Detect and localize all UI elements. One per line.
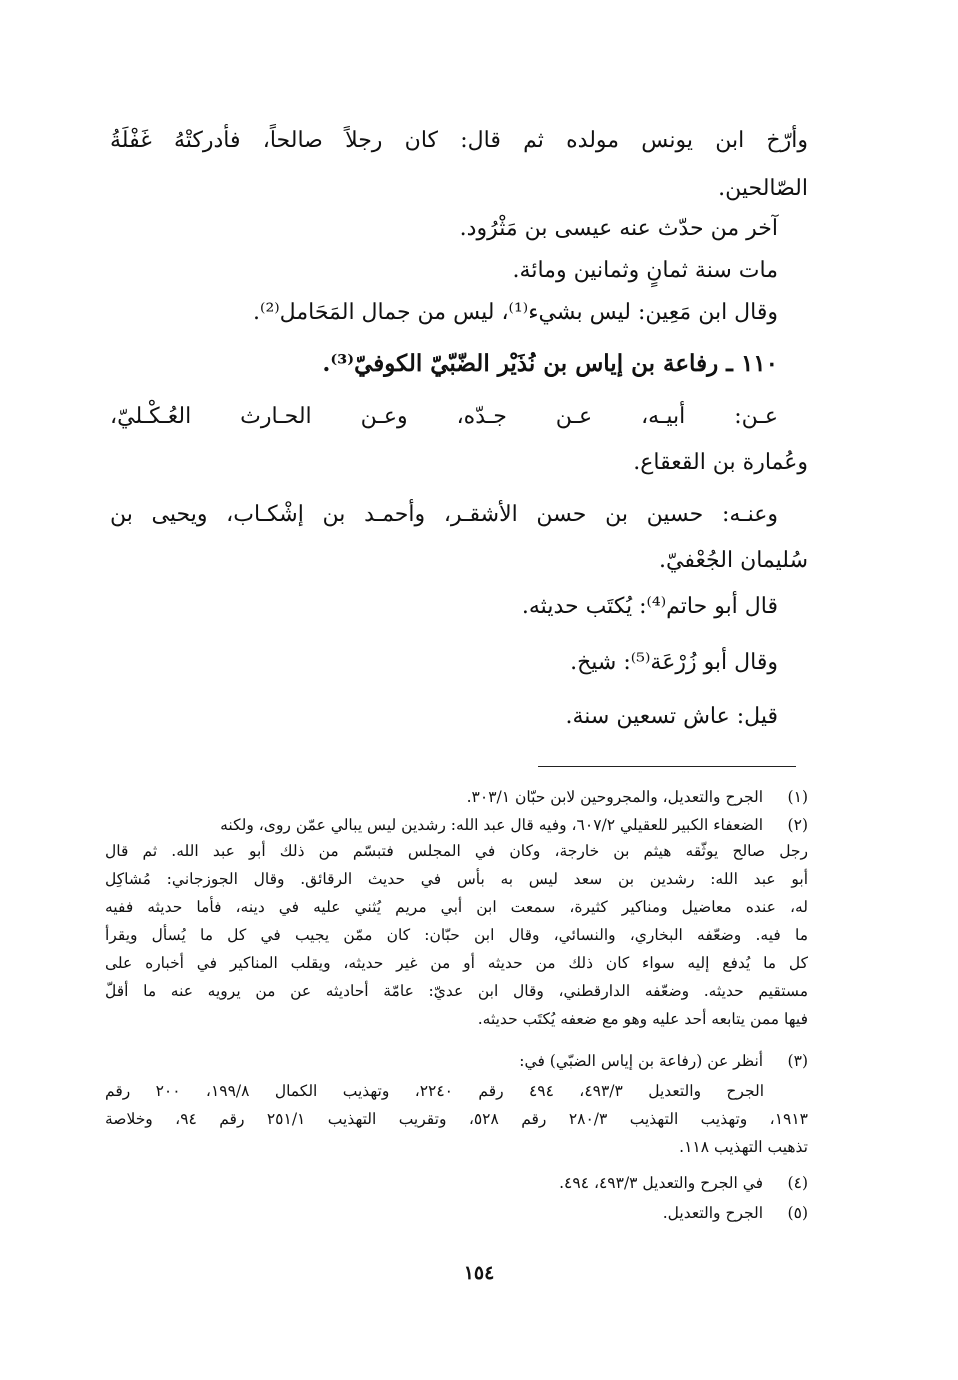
footnote-number: (٣) bbox=[787, 1052, 808, 1070]
quote-line: قال أبو حاتم⁽⁴⁾: يُكتَب حديثه. bbox=[521, 594, 778, 619]
footnote-divider bbox=[538, 766, 796, 767]
footnote-text: تذهيب التهذيب ١١٨. bbox=[679, 1138, 808, 1156]
quote-line: قيل: عاش تسعين سنة. bbox=[565, 704, 778, 729]
footnote-text: أبو عبد الله: رشدين بن سعد ليس به بأس في حديث الرقائق. وقال الجوزجاني: مُشاكِل bbox=[105, 870, 808, 888]
footnote-2 bbox=[220, 816, 808, 834]
footnote-text: له، عنده معاضيل ومناكير كثيرة، سمعت ابن أبي مريم يُثني عليه في دينه، فأما حديثه ففيه bbox=[105, 898, 808, 916]
footnote-text: ما فيه. وضعّفه البخاري، والنسائي، وقال ابن حبّان: كان ممّن يجيب في كل ما يُسأل ويقرأ bbox=[105, 926, 808, 944]
paragraph-line: وعنـه: حسين بن حسن الأشقـر، وأحمـد بن إشْكـاب، ويحيى بن bbox=[110, 502, 778, 527]
page-number: ١٥٤ bbox=[463, 1262, 495, 1284]
footnote-number: (٥) bbox=[787, 1204, 808, 1222]
footnote-text: الجرح والتعديل. bbox=[662, 1204, 764, 1222]
paragraph-line: وأرّخ ابن يونس مولده ثم قال: كان رجلاً صالحاً، فأدركتْهُ غَفْلَةُ bbox=[110, 128, 808, 153]
paragraph-line: مات سنة ثمانٍ وثمانين ومائة. bbox=[512, 258, 778, 283]
footnote-text: الجرح والتعديل، والمجروحين لابن حبّان ٣٠٣/١. bbox=[466, 788, 764, 806]
paragraph-line: عـن: أبيـه، عـن جـدّه، وعـن الحـارث العُـكْـليّ، bbox=[110, 404, 778, 429]
footnote-text: الجرح والتعديل ٤٩٣/٣، ٤٩٤ رقم ٢٢٤٠، وتهذيب الكمال ١٩٩/٨، ٢٠٠ رقم bbox=[105, 1082, 765, 1100]
entry-heading: ١١٠ ـ رفاعة بن إياس بن نُذَيْر الضّبّيّ الكوفيّ⁽³⁾. bbox=[322, 350, 778, 377]
footnote-text: فيها ممن يتابعه أحد عليه وهو مع ضعفه يُكتَب حديثه. bbox=[477, 1010, 808, 1028]
paragraph-line: آخر من حدّث عنه عيسى بن مَثْرُود. bbox=[459, 216, 778, 241]
footnote-text: مستقيم حديثه. وضعّفه الدارقطني، وقال ابن عديّ: عامّة أحاديثه عن من يرويه عنه ما أقلّ bbox=[105, 982, 808, 1000]
footnote-text: ١٩١٣، وتهذيب التهذيب ٢٨٠/٣ رقم ٥٢٨، وتقريب التهذيب ٢٥١/١ رقم ٩٤، وخلاصة bbox=[105, 1110, 808, 1128]
footnote-number: (٢) bbox=[787, 816, 808, 834]
footnote-number: (١) bbox=[787, 788, 808, 806]
footnote-text: رجل صالح يوثّقه هيثم بن خارجة، وكان في المجلس فتبسّم من ذلك أبو عبد الله. ثم قال bbox=[105, 842, 808, 860]
footnote-3 bbox=[519, 1052, 808, 1070]
paragraph-line: سُليمان الجُعْفيّ. bbox=[658, 548, 808, 573]
footnote-text: في الجرح والتعديل ٤٩٣/٣، ٤٩٤. bbox=[559, 1174, 764, 1192]
footnote-text: أنظر عن (رفاعة بن إياس الضبّي) في: bbox=[519, 1052, 764, 1070]
quote-line: وقال أبو زُرْعَة⁽⁵⁾: شيخ. bbox=[570, 650, 778, 675]
paragraph-line: وعُمارة بن القعقاع. bbox=[633, 450, 808, 475]
footnote-text: الضعفاء الكبير للعقيلي ٦٠٧/٢، وفيه قال عبد الله: رشدين ليس يبالي عمّن روى، ولكنه bbox=[220, 816, 764, 834]
paragraph-line: الصّالحين. bbox=[718, 176, 808, 201]
footnote-5 bbox=[663, 1204, 808, 1222]
paragraph-line: وقال ابن مَعِين: ليس بشيء⁽¹⁾، ليس من جمال المَحَامل⁽²⁾. bbox=[253, 300, 778, 325]
footnote-1 bbox=[467, 788, 808, 806]
footnote-text: كل ما يُدفع إليه سواء كان ذلك من حديثه أو من غير حديثه، ويقلب المناكير في أخباره على bbox=[105, 954, 808, 972]
footnote-4 bbox=[559, 1174, 808, 1192]
footnote-number: (٤) bbox=[787, 1174, 808, 1192]
